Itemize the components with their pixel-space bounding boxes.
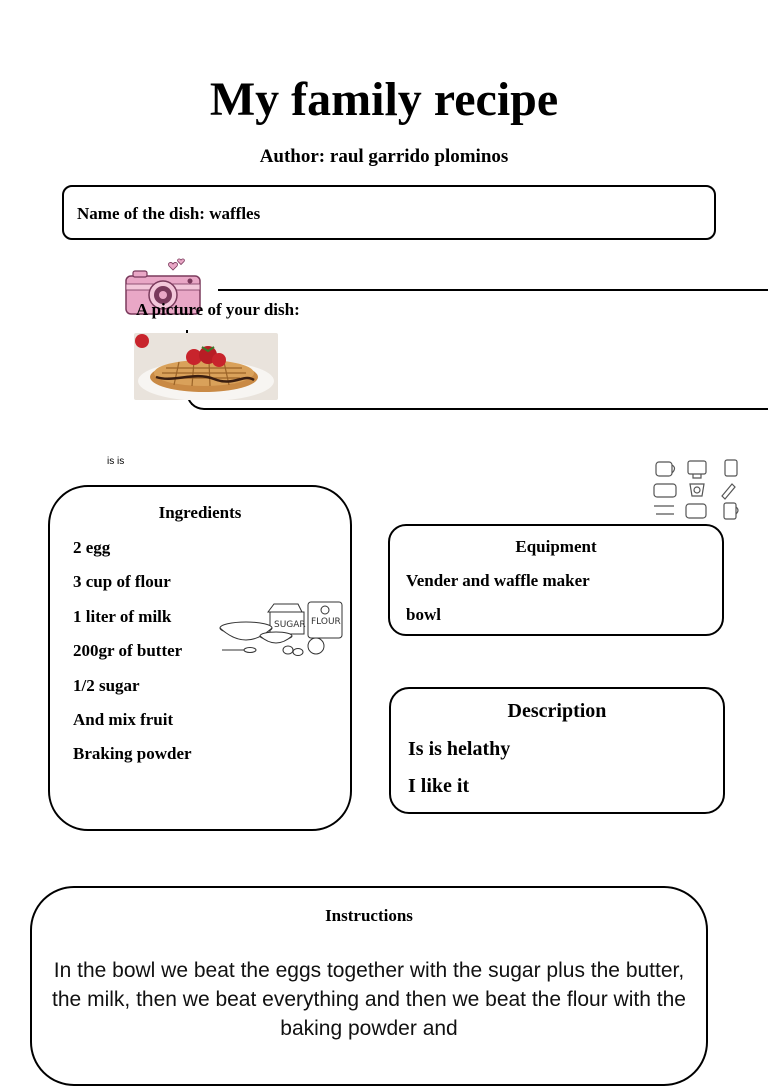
equipment-item: Vender and waffle maker: [406, 571, 590, 590]
dish-name-box: [62, 185, 716, 240]
instructions-text: In the bowl we beat the eggs together with the sugar plus the butter, the milk, then we beat everything and then we beat the flour with the baking powder and: [52, 959, 686, 1040]
equipment-item: bowl: [406, 605, 441, 624]
ingredient-item: Braking powder: [73, 744, 192, 764]
page-title: My family recipe: [209, 73, 559, 126]
description-box: [389, 687, 725, 814]
picture-frame-top-line: [218, 289, 768, 291]
ingredients-title: Ingredients: [158, 503, 242, 522]
instructions-box: [30, 886, 708, 1086]
small-note: is is: [107, 456, 125, 467]
dish-name-label: Name of the dish: waffles: [77, 204, 261, 223]
waffles-photo: [134, 333, 278, 400]
ingredient-item: 1/2 sugar: [73, 675, 140, 695]
description-list: [408, 737, 510, 811]
equipment-box: [388, 524, 724, 636]
ingredient-item: 2 egg: [73, 538, 111, 557]
svg-text:FLOUR: FLOUR: [311, 617, 341, 627]
description-title: Description: [507, 700, 607, 722]
ingredient-item: And mix fruit: [73, 709, 174, 729]
ingredient-item: 1 liter of milk: [73, 606, 172, 626]
equipment-title: Equipment: [515, 537, 597, 556]
svg-text:SUGAR: SUGAR: [274, 620, 306, 630]
ingredient-item: 200gr of butter: [73, 641, 183, 661]
ingredient-item: 3 cup of flour: [73, 572, 171, 592]
picture-label: A picture of your dish:: [136, 300, 300, 319]
description-item: Is is helathy: [408, 738, 511, 760]
description-item: I like it: [408, 775, 470, 797]
baking-ingredients-illustration: [218, 598, 348, 656]
instructions-title: Instructions: [325, 906, 413, 925]
kitchen-appliances-icon: [650, 456, 746, 522]
equipment-list: [406, 570, 590, 638]
ingredients-list: [73, 537, 192, 778]
author-line: Author: raul garrido plominos: [259, 146, 509, 167]
ingredients-box: [48, 485, 352, 831]
